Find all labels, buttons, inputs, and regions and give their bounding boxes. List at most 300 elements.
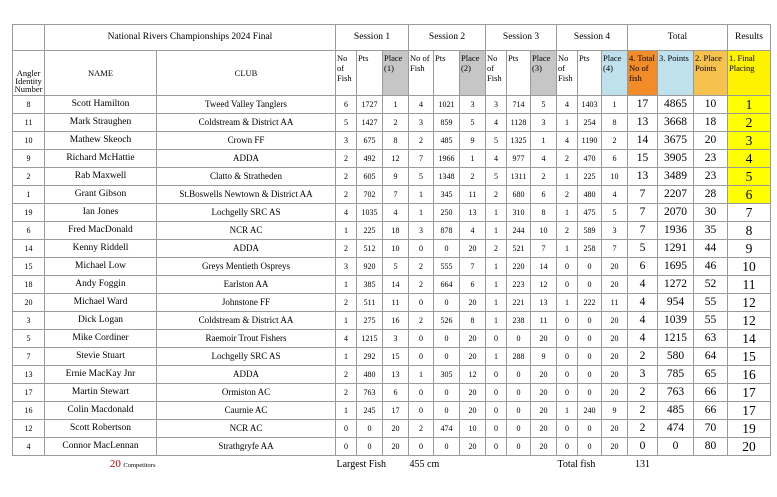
session-2-place-cell: 12 — [460, 366, 486, 384]
table-row — [13, 258, 771, 276]
s4-place-header: Place (4) — [602, 51, 628, 96]
total-points-cell: 763 — [658, 384, 694, 402]
session-2-place-cell: 20 — [460, 384, 486, 402]
club-cell: Raemoir Trout Fishers — [157, 330, 336, 348]
place-points-cell: 18 — [694, 114, 728, 132]
session-1-fish-cell: 1 — [336, 312, 357, 330]
angler-name-cell: Mark Straughen — [45, 114, 157, 132]
club-cell: Crown FF — [157, 132, 336, 150]
session-1-pts-cell: 675 — [357, 132, 383, 150]
total-points-cell: 4865 — [658, 96, 694, 114]
place-points-cell: 35 — [694, 222, 728, 240]
session-2-pts-cell: 0 — [434, 348, 460, 366]
total-fish-cell: 7 — [628, 222, 658, 240]
session-4-pts-cell: 258 — [578, 240, 602, 258]
place-points-cell: 55 — [694, 312, 728, 330]
session-3-pts-cell: 1311 — [507, 168, 531, 186]
session-2-place-cell: 9 — [460, 132, 486, 150]
session-2-pts-cell: 1348 — [434, 168, 460, 186]
session-4-place-cell: 6 — [602, 150, 628, 168]
total-points-cell: 1936 — [658, 222, 694, 240]
total-fish-cell: 17 — [628, 96, 658, 114]
total-fish-cell: 2 — [628, 402, 658, 420]
angler-name-cell: Mathew Skeoch — [45, 132, 157, 150]
largest-fish-value: 455 cm — [409, 459, 440, 470]
total-fish-header: 4. Total No of fish — [628, 51, 658, 96]
session-3-fish-cell: 2 — [486, 186, 507, 204]
session-3-place-cell: 8 — [531, 204, 557, 222]
session-3-fish-cell: 0 — [486, 438, 507, 456]
results-header: Results — [728, 25, 771, 51]
total-fish-cell: 2 — [628, 348, 658, 366]
final-placing-cell: 5 — [728, 168, 771, 186]
session-1-fish-cell: 6 — [336, 96, 357, 114]
session-4-fish-cell: 4 — [557, 96, 578, 114]
session-4-pts-cell: 1190 — [578, 132, 602, 150]
s4-pts-header: Pts — [578, 51, 602, 96]
total-points-cell: 3668 — [658, 114, 694, 132]
session-1-pts-cell: 245 — [357, 402, 383, 420]
session-2-place-cell: 20 — [460, 240, 486, 258]
session-3-fish-cell: 1 — [486, 312, 507, 330]
total-points-cell: 1039 — [658, 312, 694, 330]
session-3-place-cell: 6 — [531, 186, 557, 204]
session-2-fish-cell: 1 — [409, 204, 434, 222]
session-3-fish-cell: 0 — [486, 384, 507, 402]
total-points-cell: 954 — [658, 294, 694, 312]
session-4-pts-cell: 0 — [578, 384, 602, 402]
place-points-cell: 64 — [694, 348, 728, 366]
session-1-place-cell: 4 — [383, 204, 409, 222]
final-placing-cell: 8 — [728, 222, 771, 240]
session-4-fish-cell: 0 — [557, 258, 578, 276]
final-placing-cell: 1 — [728, 96, 771, 114]
session-1-pts-cell: 0 — [357, 420, 383, 438]
session-4-pts-cell: 222 — [578, 294, 602, 312]
angler-id-cell: 1 — [13, 186, 45, 204]
table-row — [13, 186, 771, 204]
session-2-pts-cell: 0 — [434, 438, 460, 456]
total-fish-cell: 7 — [628, 204, 658, 222]
session-2-fish-cell: 2 — [409, 420, 434, 438]
session-1-fish-cell: 5 — [336, 114, 357, 132]
session-1-pts-cell: 492 — [357, 150, 383, 168]
s4-fish-header: No of Fish — [557, 51, 578, 96]
session-1-header: Session 1 — [336, 25, 409, 51]
session-4-header: Session 4 — [557, 25, 628, 51]
angler-id-cell: 18 — [13, 276, 45, 294]
session-3-fish-cell: 0 — [486, 366, 507, 384]
angler-name-cell: Mike Cordiner — [45, 330, 157, 348]
session-1-pts-cell: 702 — [357, 186, 383, 204]
session-4-fish-cell: 1 — [557, 294, 578, 312]
session-4-fish-cell: 2 — [557, 222, 578, 240]
session-1-place-cell: 17 — [383, 402, 409, 420]
angler-id-cell: 7 — [13, 348, 45, 366]
session-4-pts-cell: 225 — [578, 168, 602, 186]
session-4-fish-cell: 2 — [557, 150, 578, 168]
session-3-pts-cell: 714 — [507, 96, 531, 114]
angler-id-cell: 12 — [13, 420, 45, 438]
session-2-fish-cell: 5 — [409, 168, 434, 186]
session-2-pts-cell: 555 — [434, 258, 460, 276]
session-2-place-cell: 8 — [460, 312, 486, 330]
total-points-cell: 2070 — [658, 204, 694, 222]
session-4-fish-cell: 1 — [557, 168, 578, 186]
session-1-place-cell: 6 — [383, 384, 409, 402]
table-row — [13, 114, 771, 132]
session-3-fish-cell: 5 — [486, 168, 507, 186]
club-cell: NCR AC — [157, 420, 336, 438]
session-2-place-cell: 7 — [460, 258, 486, 276]
total-fish-cell: 4 — [628, 294, 658, 312]
session-3-place-cell: 2 — [531, 168, 557, 186]
angler-name-cell: Colin Macdonald — [45, 402, 157, 420]
table-row — [13, 420, 771, 438]
club-cell: St.Boswells Newtown & District AA — [157, 186, 336, 204]
session-2-pts-cell: 1021 — [434, 96, 460, 114]
session-2-fish-cell: 7 — [409, 150, 434, 168]
session-2-fish-cell: 2 — [409, 258, 434, 276]
place-points-cell: 66 — [694, 402, 728, 420]
session-3-fish-cell: 5 — [486, 132, 507, 150]
session-3-pts-cell: 0 — [507, 438, 531, 456]
session-4-place-cell: 20 — [602, 348, 628, 366]
angler-id-cell: 10 — [13, 132, 45, 150]
angler-id-cell: 17 — [13, 384, 45, 402]
session-3-pts-cell: 977 — [507, 150, 531, 168]
session-1-place-cell: 5 — [383, 258, 409, 276]
session-3-pts-cell: 0 — [507, 402, 531, 420]
club-cell: Clatto & Stratheden — [157, 168, 336, 186]
session-1-pts-cell: 225 — [357, 222, 383, 240]
session-4-pts-cell: 0 — [578, 348, 602, 366]
session-1-place-cell: 7 — [383, 186, 409, 204]
results-table — [12, 24, 771, 473]
final-placing-cell: 11 — [728, 276, 771, 294]
s1-fish-header: No of Fish — [336, 51, 357, 96]
session-3-fish-cell: 0 — [486, 420, 507, 438]
session-3-place-cell: 13 — [531, 294, 557, 312]
session-1-pts-cell: 385 — [357, 276, 383, 294]
s1-pts-header: Pts — [357, 51, 383, 96]
session-3-pts-cell: 0 — [507, 384, 531, 402]
session-3-place-cell: 5 — [531, 96, 557, 114]
club-cell: ADDA — [157, 150, 336, 168]
session-2-pts-cell: 0 — [434, 240, 460, 258]
session-3-fish-cell: 0 — [486, 330, 507, 348]
place-points-cell: 66 — [694, 384, 728, 402]
session-2-place-cell: 20 — [460, 294, 486, 312]
session-4-fish-cell: 0 — [557, 312, 578, 330]
total-fish-cell: 5 — [628, 240, 658, 258]
session-3-pts-cell: 521 — [507, 240, 531, 258]
club-cell: Caurnie AC — [157, 402, 336, 420]
total-points-cell: 0 — [658, 438, 694, 456]
session-2-fish-cell: 0 — [409, 348, 434, 366]
table-row — [13, 348, 771, 366]
session-3-pts-cell: 1128 — [507, 114, 531, 132]
table-row — [13, 384, 771, 402]
final-placing-header: 1. Final Placing — [728, 51, 771, 96]
place-points-cell: 10 — [694, 96, 728, 114]
session-4-pts-cell: 0 — [578, 276, 602, 294]
session-2-fish-cell: 3 — [409, 222, 434, 240]
club-cell: Lochgelly SRC AS — [157, 204, 336, 222]
s3-place-header: Place (3) — [531, 51, 557, 96]
session-1-place-cell: 2 — [383, 114, 409, 132]
session-4-fish-cell: 0 — [557, 276, 578, 294]
session-2-place-cell: 6 — [460, 276, 486, 294]
session-2-fish-cell: 0 — [409, 438, 434, 456]
angler-name-cell: Grant Gibson — [45, 186, 157, 204]
total-points-cell: 3489 — [658, 168, 694, 186]
session-3-fish-cell: 1 — [486, 258, 507, 276]
total-points-header: 3. Points — [658, 51, 694, 96]
session-4-place-cell: 20 — [602, 258, 628, 276]
session-4-pts-cell: 480 — [578, 186, 602, 204]
session-3-pts-cell: 288 — [507, 348, 531, 366]
session-2-pts-cell: 0 — [434, 402, 460, 420]
table-row — [13, 312, 771, 330]
session-4-fish-cell: 2 — [557, 186, 578, 204]
session-2-place-cell: 20 — [460, 330, 486, 348]
session-4-fish-cell: 4 — [557, 132, 578, 150]
total-fish-value: 131 — [635, 459, 650, 470]
session-2-pts-cell: 1966 — [434, 150, 460, 168]
table-row — [13, 168, 771, 186]
session-4-place-cell: 9 — [602, 402, 628, 420]
session-1-fish-cell: 2 — [336, 384, 357, 402]
session-4-pts-cell: 1403 — [578, 96, 602, 114]
angler-name-cell: Ernie MacKay Jnr — [45, 366, 157, 384]
results-rows — [13, 96, 771, 456]
session-4-place-cell: 1 — [602, 96, 628, 114]
table-row — [13, 150, 771, 168]
session-2-pts-cell: 305 — [434, 366, 460, 384]
session-4-place-cell: 3 — [602, 222, 628, 240]
angler-id-cell: 6 — [13, 222, 45, 240]
session-2-pts-cell: 878 — [434, 222, 460, 240]
session-1-fish-cell: 3 — [336, 258, 357, 276]
session-1-place-cell: 20 — [383, 420, 409, 438]
session-1-fish-cell: 1 — [336, 402, 357, 420]
session-2-place-cell: 4 — [460, 222, 486, 240]
angler-id-cell: 20 — [13, 294, 45, 312]
session-4-pts-cell: 0 — [578, 258, 602, 276]
angler-id-cell: 2 — [13, 168, 45, 186]
session-4-fish-cell: 0 — [557, 438, 578, 456]
session-3-place-cell: 9 — [531, 348, 557, 366]
session-2-place-cell: 1 — [460, 150, 486, 168]
session-2-fish-cell: 1 — [409, 186, 434, 204]
final-placing-cell: 7 — [728, 204, 771, 222]
session-3-place-cell: 10 — [531, 222, 557, 240]
session-3-pts-cell: 310 — [507, 204, 531, 222]
session-3-fish-cell: 1 — [486, 348, 507, 366]
total-points-cell: 3905 — [658, 150, 694, 168]
session-4-fish-cell: 0 — [557, 420, 578, 438]
session-2-place-cell: 2 — [460, 168, 486, 186]
session-2-fish-cell: 2 — [409, 312, 434, 330]
s1-place-header: Place (1) — [383, 51, 409, 96]
session-4-pts-cell: 470 — [578, 150, 602, 168]
total-points-cell: 1272 — [658, 276, 694, 294]
place-points-cell: 46 — [694, 258, 728, 276]
table-row — [13, 132, 771, 150]
angler-name-cell: Richard McHattie — [45, 150, 157, 168]
session-4-fish-cell: 1 — [557, 402, 578, 420]
angler-name-cell: Scott Robertson — [45, 420, 157, 438]
session-3-header: Session 3 — [486, 25, 557, 51]
session-3-place-cell: 11 — [531, 312, 557, 330]
session-4-place-cell: 2 — [602, 132, 628, 150]
session-1-fish-cell: 1 — [336, 276, 357, 294]
final-placing-cell: 9 — [728, 240, 771, 258]
header-row-sub — [13, 51, 771, 96]
place-points-cell: 23 — [694, 150, 728, 168]
session-1-pts-cell: 605 — [357, 168, 383, 186]
session-4-fish-cell: 0 — [557, 330, 578, 348]
session-1-fish-cell: 2 — [336, 366, 357, 384]
table-row — [13, 330, 771, 348]
session-2-pts-cell: 0 — [434, 384, 460, 402]
final-placing-cell: 12 — [728, 294, 771, 312]
session-2-fish-cell: 0 — [409, 330, 434, 348]
session-1-place-cell: 10 — [383, 240, 409, 258]
session-2-header: Session 2 — [409, 25, 486, 51]
name-header: NAME — [45, 51, 157, 96]
place-points-cell: 20 — [694, 132, 728, 150]
session-1-place-cell: 9 — [383, 168, 409, 186]
session-1-place-cell: 16 — [383, 312, 409, 330]
place-points-cell: 55 — [694, 294, 728, 312]
final-placing-cell: 19 — [728, 420, 771, 438]
angler-name-cell: Scott Hamilton — [45, 96, 157, 114]
table-row — [13, 96, 771, 114]
session-4-place-cell: 5 — [602, 204, 628, 222]
total-fish-cell: 4 — [628, 330, 658, 348]
session-1-place-cell: 3 — [383, 330, 409, 348]
session-4-fish-cell: 1 — [557, 114, 578, 132]
angler-id-cell: 8 — [13, 96, 45, 114]
angler-id-header: Angler Identity Number — [13, 51, 45, 96]
session-4-place-cell: 20 — [602, 312, 628, 330]
session-3-fish-cell: 3 — [486, 96, 507, 114]
session-3-place-cell: 20 — [531, 402, 557, 420]
session-2-fish-cell: 0 — [409, 384, 434, 402]
session-4-pts-cell: 0 — [578, 438, 602, 456]
table-row — [13, 402, 771, 420]
session-3-place-cell: 20 — [531, 384, 557, 402]
session-1-pts-cell: 763 — [357, 384, 383, 402]
final-placing-cell: 4 — [728, 150, 771, 168]
total-points-cell: 1215 — [658, 330, 694, 348]
session-2-place-cell: 10 — [460, 420, 486, 438]
session-1-fish-cell: 2 — [336, 150, 357, 168]
club-cell: Earlston AA — [157, 276, 336, 294]
session-3-pts-cell: 244 — [507, 222, 531, 240]
session-3-place-cell: 4 — [531, 150, 557, 168]
session-4-place-cell: 8 — [602, 114, 628, 132]
session-3-fish-cell: 1 — [486, 294, 507, 312]
session-2-place-cell: 20 — [460, 402, 486, 420]
session-4-pts-cell: 0 — [578, 312, 602, 330]
session-4-fish-cell: 0 — [557, 348, 578, 366]
session-3-pts-cell: 238 — [507, 312, 531, 330]
session-1-place-cell: 18 — [383, 222, 409, 240]
total-fish-cell: 14 — [628, 132, 658, 150]
total-fish-cell: 13 — [628, 168, 658, 186]
session-4-place-cell: 20 — [602, 366, 628, 384]
session-4-fish-cell: 1 — [557, 240, 578, 258]
s2-place-header: Place (2) — [460, 51, 486, 96]
session-3-fish-cell: 1 — [486, 222, 507, 240]
session-1-place-cell: 8 — [383, 132, 409, 150]
session-3-fish-cell: 4 — [486, 114, 507, 132]
place-points-cell: 52 — [694, 276, 728, 294]
final-placing-cell: 15 — [728, 348, 771, 366]
session-2-fish-cell: 2 — [409, 276, 434, 294]
total-fish-cell: 2 — [628, 420, 658, 438]
angler-name-cell: Rab Maxwell — [45, 168, 157, 186]
place-points-cell: 63 — [694, 330, 728, 348]
session-3-pts-cell: 680 — [507, 186, 531, 204]
total-fish-label: Total fish — [557, 459, 596, 470]
place-points-cell: 28 — [694, 186, 728, 204]
s2-pts-header: Pts — [434, 51, 460, 96]
session-4-fish-cell: 0 — [557, 384, 578, 402]
session-1-place-cell: 12 — [383, 150, 409, 168]
session-1-fish-cell: 1 — [336, 348, 357, 366]
total-points-cell: 1695 — [658, 258, 694, 276]
session-2-place-cell: 11 — [460, 186, 486, 204]
largest-fish-label: Largest Fish — [336, 459, 387, 470]
session-4-pts-cell: 240 — [578, 402, 602, 420]
angler-name-cell: Ian Jones — [45, 204, 157, 222]
session-3-pts-cell: 1325 — [507, 132, 531, 150]
session-4-pts-cell: 0 — [578, 420, 602, 438]
session-2-pts-cell: 859 — [434, 114, 460, 132]
session-1-place-cell: 15 — [383, 348, 409, 366]
session-2-pts-cell: 485 — [434, 132, 460, 150]
footer-row — [13, 456, 771, 474]
final-placing-cell: 12 — [728, 312, 771, 330]
session-1-fish-cell: 2 — [336, 186, 357, 204]
club-cell: ADDA — [157, 240, 336, 258]
angler-id-cell: 13 — [13, 366, 45, 384]
session-1-pts-cell: 1035 — [357, 204, 383, 222]
club-cell: Coldstream & District AA — [157, 114, 336, 132]
angler-id-cell: 14 — [13, 240, 45, 258]
session-1-fish-cell: 1 — [336, 222, 357, 240]
angler-id-cell: 15 — [13, 258, 45, 276]
session-1-fish-cell: 4 — [336, 204, 357, 222]
s3-pts-header: Pts — [507, 51, 531, 96]
session-2-pts-cell: 526 — [434, 312, 460, 330]
club-cell: Johnstone FF — [157, 294, 336, 312]
club-header: CLUB — [157, 51, 336, 96]
total-fish-cell: 6 — [628, 258, 658, 276]
session-1-place-cell: 13 — [383, 366, 409, 384]
total-points-cell: 485 — [658, 402, 694, 420]
table-row — [13, 222, 771, 240]
place-points-header: 2. Place Points — [694, 51, 728, 96]
session-1-fish-cell: 2 — [336, 294, 357, 312]
session-4-place-cell: 4 — [602, 186, 628, 204]
club-cell: Lochgelly SRC AS — [157, 348, 336, 366]
session-1-pts-cell: 275 — [357, 312, 383, 330]
